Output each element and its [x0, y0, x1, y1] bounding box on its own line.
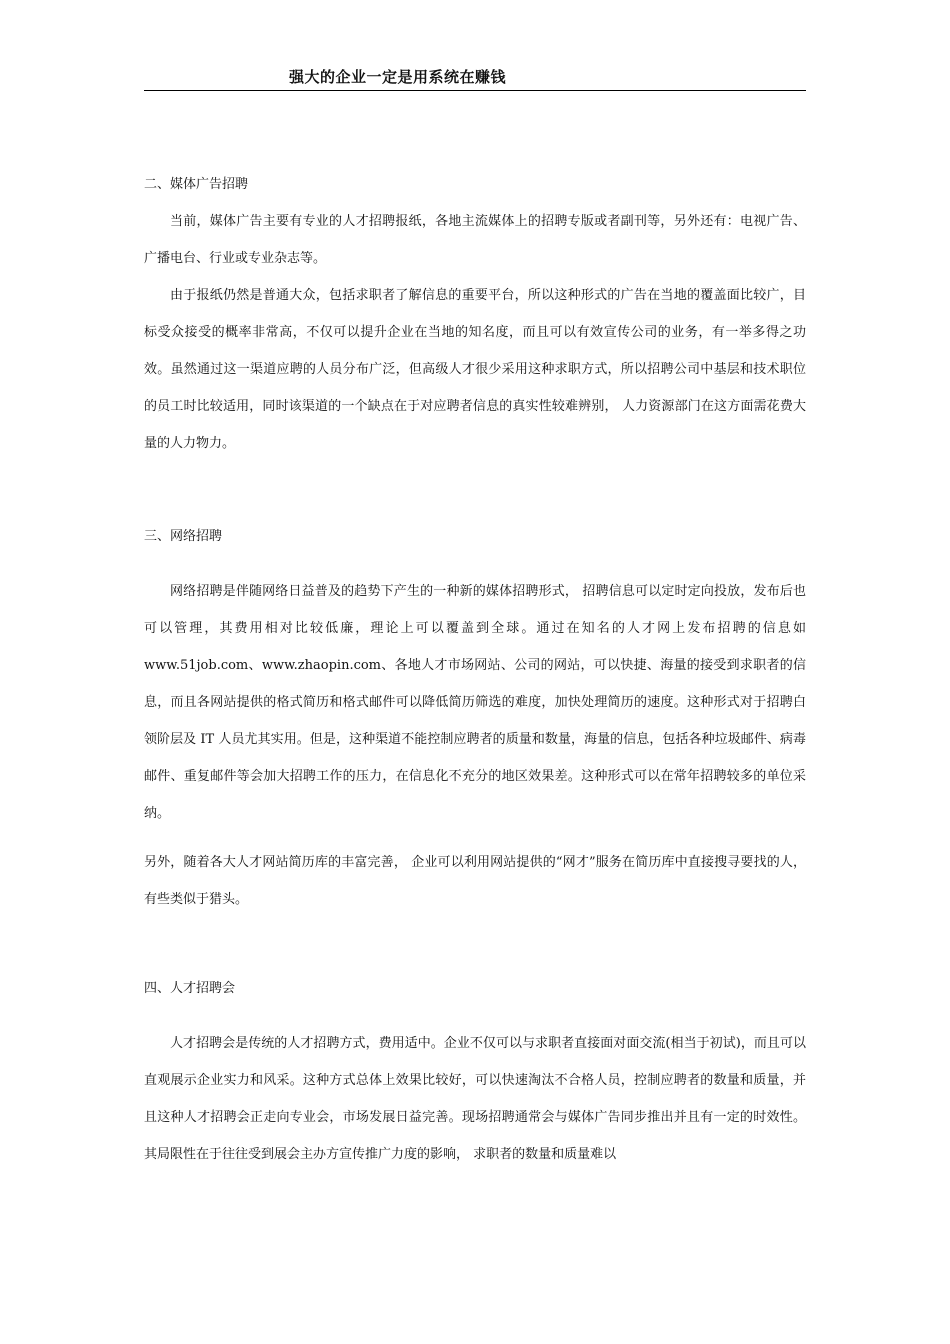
spacer	[144, 1007, 806, 1025]
header-title: 强大的企业一定是用系统在赚钱	[289, 68, 507, 86]
paragraph: 人才招聘会是传统的人才招聘方式，费用适中。企业不仅可以与求职者直接面对面交流(相当于初试)，而且可以直观展示企业实力和风采。这种方式总体上效果比较好，可以快速淘汰不合格人员，控制应聘者的数量和质量，并且这种人才招聘会正走向专业会，市场发展日益完善。现场招聘通常会与媒体广告同步推出并且有一定的时效性。 其局限性在于往往受到展会主办方宣传推广力度的影响， 求职者的数量和质量难以	[144, 1036, 806, 1162]
spacer	[144, 462, 806, 518]
section-heading-online-recruitment: 三、网络招聘	[144, 529, 223, 544]
section-heading-media-ads: 二、媒体广告招聘	[144, 177, 249, 192]
spacer	[144, 918, 806, 970]
paragraph: 由于报纸仍然是普通大众，包括求职者了解信息的重要平台，所以这种形式的广告在当地的覆盖面比较广，目标受众接受的概率非常高，不仅可以提升企业在当地的知名度，而且可以有效宣传公司的业务，有一举多得之功效。虽然通过这一渠道应聘的人员分布广泛，但高级人才很少采用这种求职方式，所以招聘公司中基层和技术职位的员工时比较适用，同时该渠道的一个缺点在于对应聘者信息的真实性较难辨别， 人力资源部门在这方面需花费大量的人力物力。	[144, 288, 806, 451]
spacer	[144, 555, 806, 573]
paragraph: 当前，媒体广告主要有专业的人才招聘报纸，各地主流媒体上的招聘专版或者副刊等，另外还有：电视广告、广播电台、行业或专业杂志等。	[144, 214, 806, 266]
document-body	[144, 166, 806, 1173]
paragraph: 网络招聘是伴随网络日益普及的趋势下产生的一种新的媒体招聘形式， 招聘信息可以定时定向投放，发布后也可以管理，其费用相对比较低廉，理论上可以覆盖到全球。通过在知名的人才网上发布招聘的信息如www.51job.com、www.zhaopin.com、各地人才市场网站、公司的网站，可以快捷、海量的接受到求职者的信息，而且各网站提供的格式简历和格式邮件可以降低简历筛选的难度，加快处理简历的速度。这种形式对于招聘白领阶层及 IT 人员尤其实用。但是，这种渠道不能控制应聘者的质量和数量，海量的信息，包括各种垃圾邮件、病毒邮件、重复邮件等会加大招聘工作的压力，在信息化不充分的地区效果差。这种形式可以在常年招聘较多的单位采纳。	[144, 584, 806, 821]
page-header	[144, 64, 806, 91]
paragraph: 另外，随着各大人才网站简历库的丰富完善， 企业可以利用网站提供的“网才”服务在简历库中直接搜寻要找的人， 有些类似于猎头。	[144, 855, 806, 907]
section-heading-job-fair: 四、人才招聘会	[144, 981, 236, 996]
spacer	[144, 832, 806, 844]
